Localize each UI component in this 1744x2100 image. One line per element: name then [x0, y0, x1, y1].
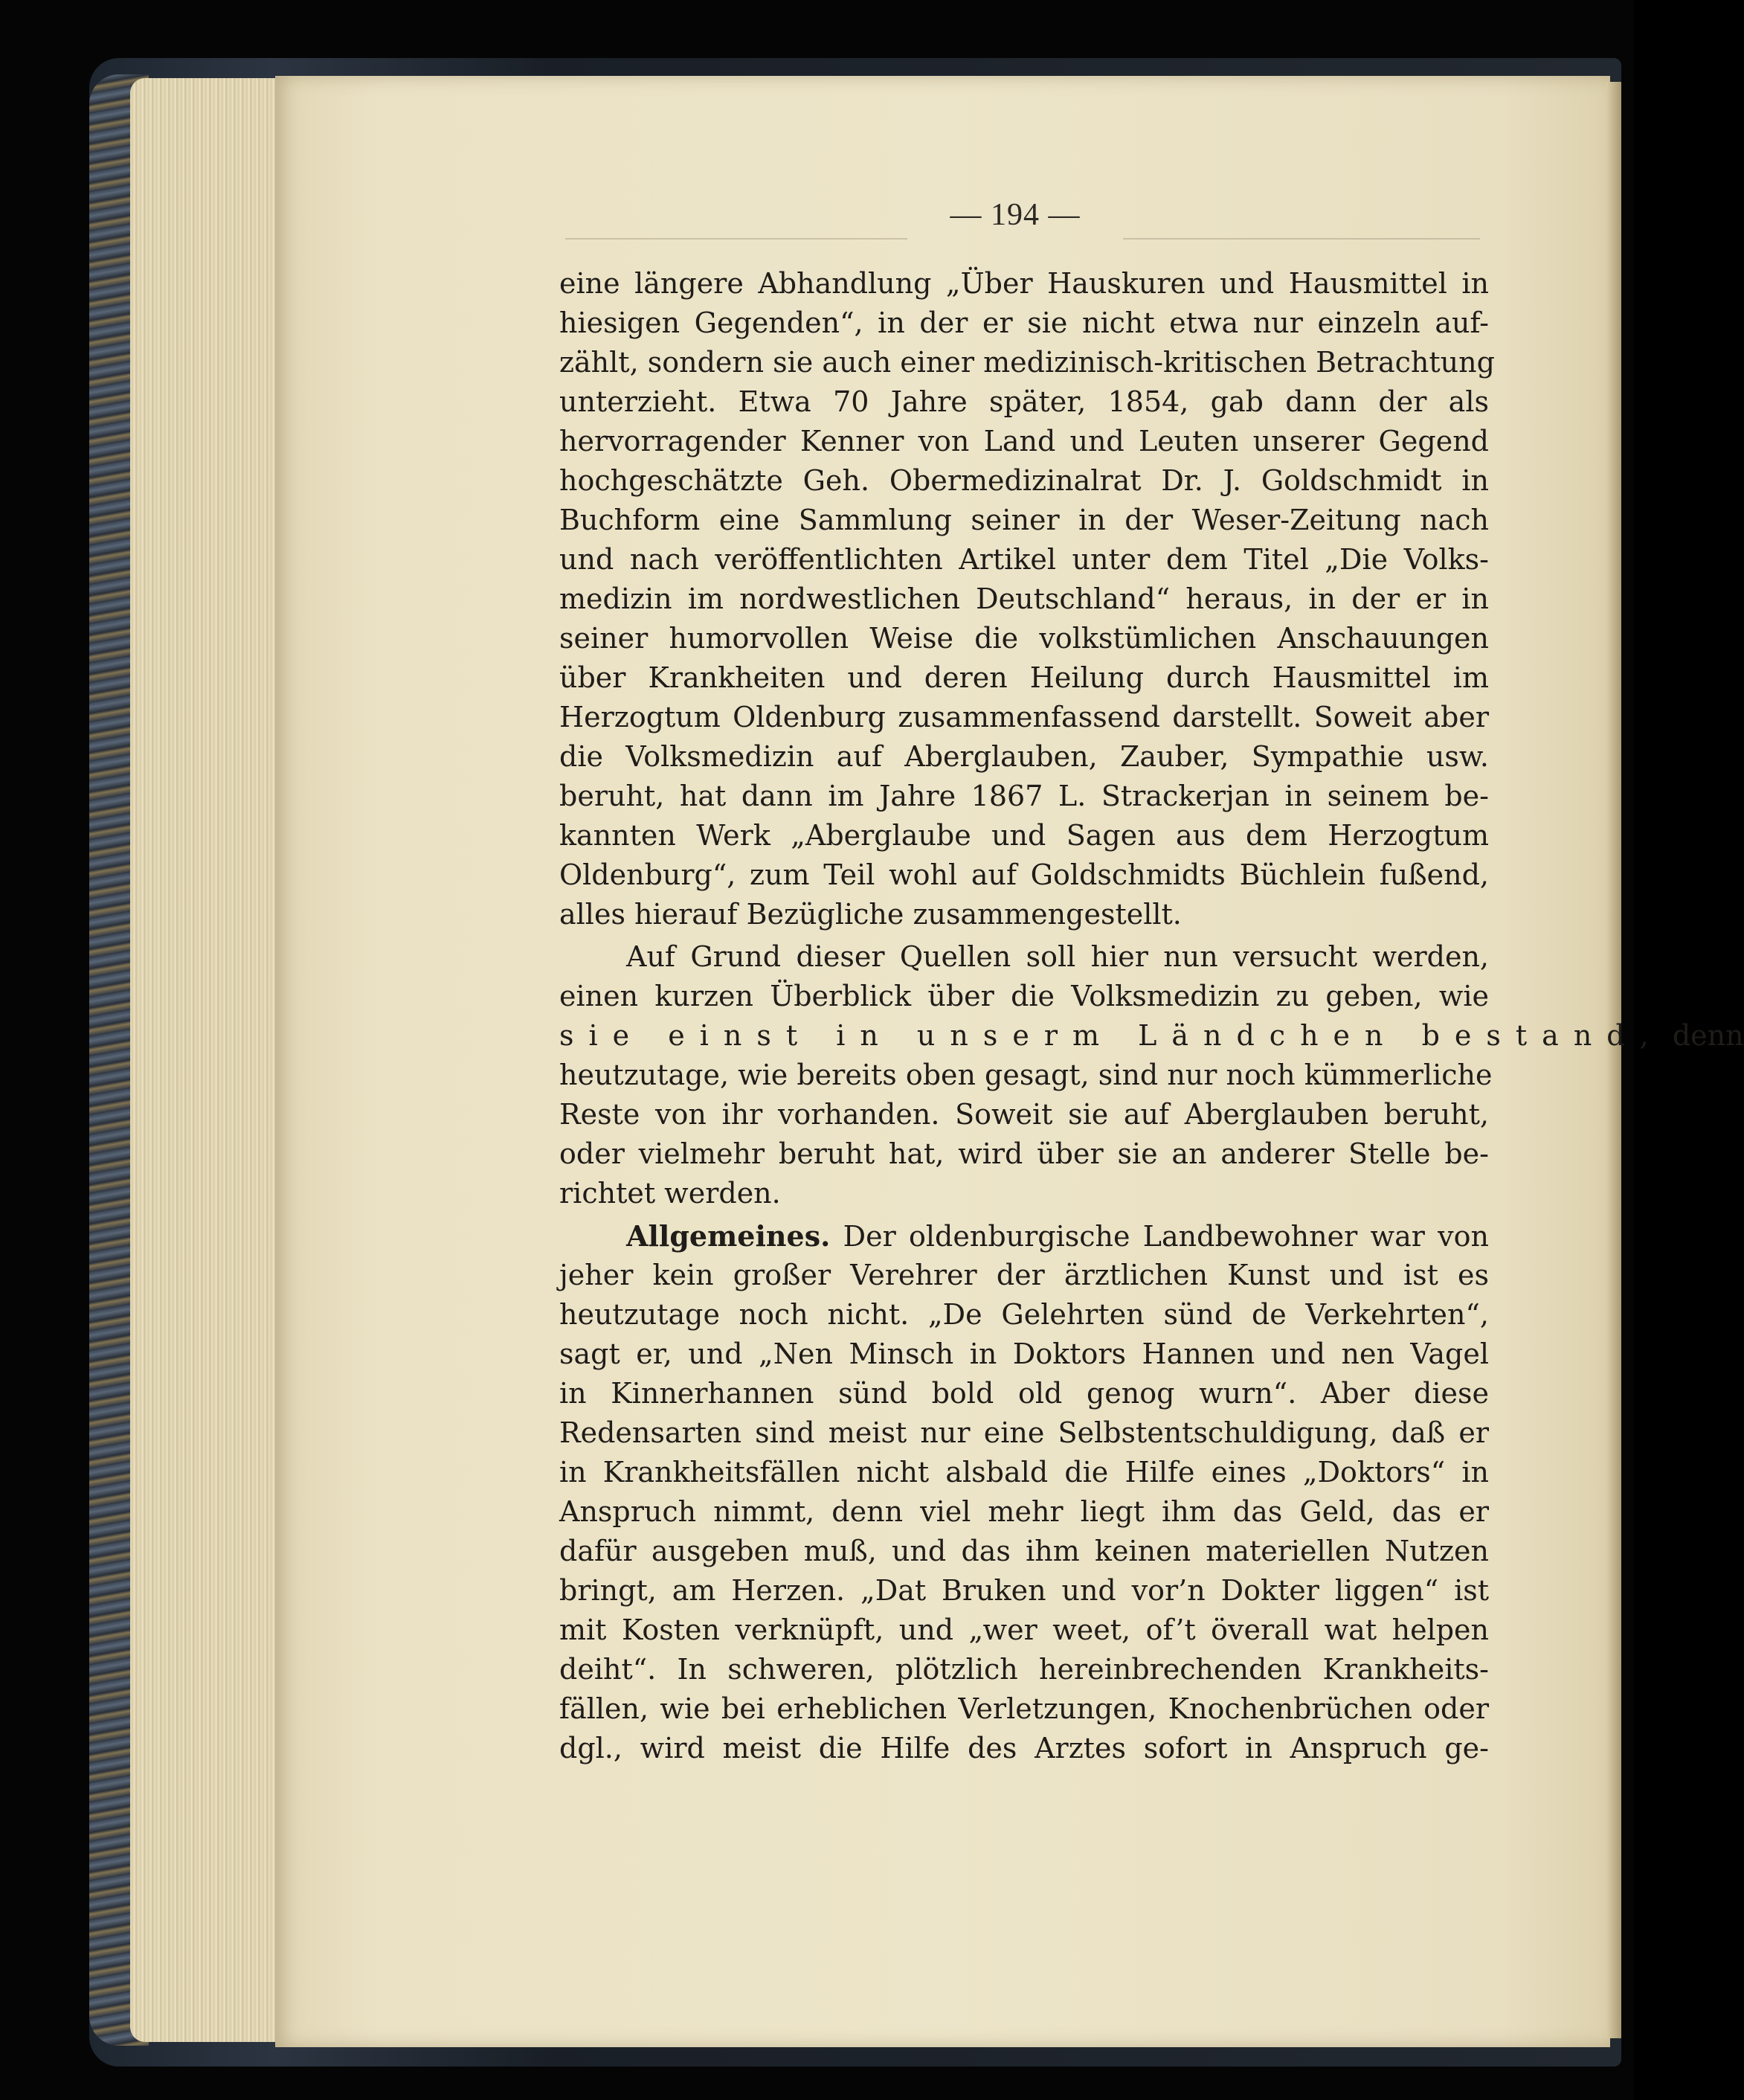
text-line: Anspruch nimmt, denn viel mehr liegt ihm das Geld, das er: [559, 1495, 1489, 1528]
text-line: Buchform eine Sammlung seiner in der Weser-Zeitung nach: [559, 504, 1489, 536]
text-line: fällen, wie bei erheblichen Verletzungen, Knochenbrüchen oder: [559, 1692, 1489, 1725]
page-stack-edges: [130, 78, 294, 2042]
text-line: dgl., wird meist die Hilfe des Arztes sofort in Anspruch ge-: [559, 1732, 1489, 1765]
text-line: Redensarten sind meist nur eine Selbstentschuldigung, daß er: [559, 1416, 1489, 1449]
text-line: einen kurzen Überblick über die Volksmedizin zu geben, wie: [559, 980, 1489, 1012]
text-line: hervorragender Kenner von Land und Leuten unserer Gegend: [559, 425, 1489, 457]
text-line-spaced: [559, 1016, 1744, 1056]
text-line: hiesigen Gegenden“, in der er sie nicht etwa nur einzeln auf-: [559, 306, 1489, 339]
text-line: kannten Werk „Aberglaube und Sagen aus dem Herzogtum: [559, 819, 1489, 852]
header-rule-right: [1123, 238, 1480, 240]
text-line-with-heading: [559, 1216, 1489, 1256]
text-line: mit Kosten verknüpft, und „wer weet, of’t överall wat helpen: [559, 1613, 1489, 1646]
emphasized-spaced-text: sie einst in unserm Ländchen bestand,: [559, 1019, 1664, 1052]
text-line: Herzogtum Oldenburg zusammenfassend darstellt. Soweit aber: [559, 701, 1489, 733]
text-line: und nach veröffentlichten Artikel unter dem Titel „Die Volks-: [559, 543, 1489, 576]
text-line: deiht“. In schweren, plötzlich hereinbrechenden Krankheits-: [559, 1653, 1489, 1686]
text-line: in Kinnerhannen sünd bold old genog wurn“. Aber diese: [559, 1377, 1489, 1410]
text-line: über Krankheiten und deren Heilung durch Hausmittel im: [559, 661, 1489, 694]
text-line: Oldenburg“, zum Teil wohl auf Goldschmidts Büchlein fußend,: [559, 858, 1489, 891]
text-line: jeher kein großer Verehrer der ärztlichen Kunst und ist es: [559, 1259, 1489, 1291]
text-fragment: denn: [1672, 1019, 1744, 1052]
text-line: dafür ausgeben muß, und das ihm keinen materiellen Nutzen: [559, 1535, 1489, 1567]
text-line: beruht, hat dann im Jahre 1867 L. Strackerjan in seinem be-: [559, 780, 1489, 812]
body-text: [559, 264, 1744, 1768]
text-line: zählt, sondern sie auch einer medizinisch-kritischen Betrachtung: [559, 346, 1495, 379]
text-line: unterzieht. Etwa 70 Jahre später, 1854, gab dann der als: [559, 385, 1489, 418]
text-line: die Volksmedizin auf Aberglauben, Zauber, Sympathie usw.: [559, 740, 1489, 773]
text-line: alles hierauf Bezügliche zusammengestellt.: [559, 898, 1182, 931]
text-line: eine längere Abhandlung „Über Hauskuren und Hausmittel in: [559, 267, 1489, 300]
text-line: Auf Grund dieser Quellen soll hier nun versucht werden,: [626, 940, 1489, 973]
text-line: seiner humorvollen Weise die volkstümlichen Anschauungen: [559, 622, 1489, 655]
section-heading: Allgemeines.: [626, 1219, 831, 1253]
text-line: heutzutage, wie bereits oben gesagt, sind nur noch kümmerliche: [559, 1059, 1493, 1091]
text-line: sagt er, und „Nen Minsch in Doktors Hannen und nen Vagel: [559, 1338, 1489, 1370]
page-number: — 194 —: [950, 198, 1081, 232]
text-line: in Krankheitsfällen nicht alsbald die Hilfe eines „Doktors“ in: [559, 1456, 1489, 1489]
text-fragment: Der oldenburgische Landbewohner war von: [843, 1220, 1489, 1253]
text-line: richtet werden.: [559, 1177, 781, 1210]
text-line: medizin im nordwestlichen Deutschland“ heraus, in der er in: [559, 582, 1489, 615]
text-line: Reste von ihr vorhanden. Soweit sie auf Aberglauben beruht,: [559, 1098, 1489, 1131]
text-line: bringt, am Herzen. „Dat Bruken und vor’n Dokter liggen“ ist: [559, 1574, 1489, 1607]
text-line: heutzutage noch nicht. „De Gelehrten sünd de Verkehrten“,: [559, 1298, 1489, 1331]
text-line: oder vielmehr beruht hat, wird über sie an anderer Stelle be-: [559, 1137, 1489, 1170]
page-right-edge: [1606, 82, 1621, 2038]
header-rule-left: [565, 238, 907, 240]
text-line: hochgeschätzte Geh. Obermedizinalrat Dr. J. Goldschmidt in: [559, 464, 1489, 497]
